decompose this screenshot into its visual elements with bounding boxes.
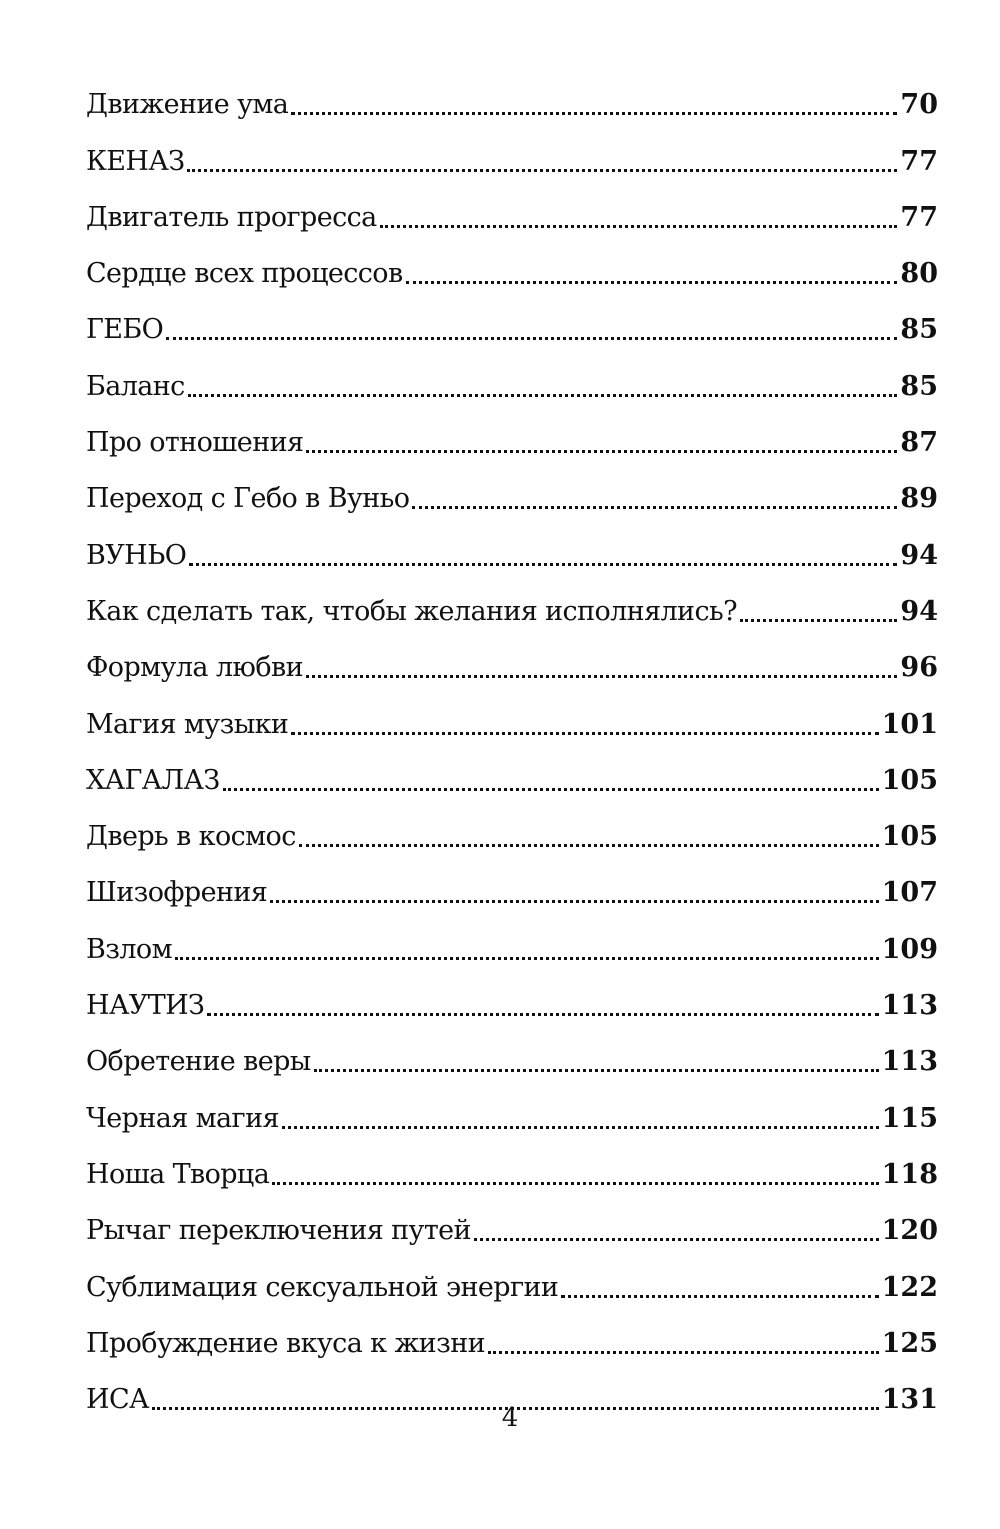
toc-entry <box>86 1019 938 1078</box>
dot-leader <box>272 1182 878 1185</box>
toc-entry-page: 89 <box>900 483 938 515</box>
dot-leader <box>189 563 897 566</box>
toc-entry-title: НАУТИЗ <box>86 990 205 1022</box>
toc-entry <box>86 1132 938 1188</box>
dot-leader <box>306 450 897 453</box>
toc-entry <box>86 625 938 684</box>
toc-entry-title: Сердце всех процессов <box>86 258 403 290</box>
toc-entry <box>86 231 938 290</box>
toc-entry-title: Рычаг переключения путей <box>86 1215 471 1247</box>
toc-entry-title: Про отношения <box>86 427 304 459</box>
toc-entry <box>86 456 938 515</box>
toc-entry-title: Сублимация сексуальной энергии <box>86 1271 559 1303</box>
toc-entry-title: Магия музыки <box>86 708 289 740</box>
toc-entry-page: 77 <box>900 145 938 177</box>
dot-leader <box>740 619 897 622</box>
toc-entry <box>86 794 938 853</box>
toc-entry-page: 77 <box>900 201 938 233</box>
toc-entry-title: Переход с Гебо в Вуньо <box>86 483 410 515</box>
toc-entry <box>86 1188 938 1247</box>
dot-leader <box>207 1013 878 1016</box>
toc-entry-page: 120 <box>881 1215 938 1247</box>
toc-entry-title: Двигатель прогресса <box>86 201 377 233</box>
dot-leader <box>299 844 879 847</box>
toc-entry-title: ВУНЬО <box>86 539 187 571</box>
dot-leader <box>406 281 898 284</box>
dot-leader <box>223 788 879 791</box>
toc-entry-title: Взлом <box>86 933 172 965</box>
toc-entry <box>86 400 938 459</box>
toc-entry-title: КЕНАЗ <box>86 145 185 177</box>
toc-entry-page: 118 <box>881 1158 938 1190</box>
dot-leader <box>306 675 897 678</box>
toc-entry-page: 131 <box>881 1384 938 1416</box>
toc-entry-page: 96 <box>900 652 938 684</box>
dot-leader <box>166 337 897 340</box>
toc-entry-title: ГЕБО <box>86 314 164 346</box>
toc-entry-page: 70 <box>900 89 938 121</box>
dot-leader <box>488 1351 879 1354</box>
toc-entry <box>86 512 938 571</box>
toc-entry-page: 105 <box>881 764 938 796</box>
toc-entry-title: Формула любви <box>86 652 303 684</box>
table-of-contents <box>86 62 938 1416</box>
toc-entry <box>86 850 938 909</box>
toc-entry-title: Ноша Творца <box>86 1158 270 1190</box>
toc-entry <box>86 1301 938 1357</box>
dot-leader <box>282 1126 879 1129</box>
toc-entry-page: 113 <box>881 990 938 1022</box>
toc-entry-page: 101 <box>881 708 938 740</box>
toc-entry-page: 85 <box>900 314 938 346</box>
toc-entry <box>86 62 938 121</box>
toc-entry-title: Движение ума <box>86 89 289 121</box>
toc-entry-title: ХАГАЛАЗ <box>86 764 220 796</box>
toc-entry-page: 115 <box>881 1102 938 1134</box>
dot-leader <box>474 1238 879 1241</box>
dot-leader <box>187 169 897 172</box>
toc-entry-title: ИСА <box>86 1384 149 1416</box>
dot-leader <box>561 1295 878 1298</box>
toc-entry <box>86 118 938 177</box>
toc-entry-page: 122 <box>881 1271 938 1303</box>
toc-entry-page: 109 <box>881 933 938 965</box>
toc-entry-page: 107 <box>881 877 938 909</box>
toc-entry-title: Баланс <box>86 370 185 402</box>
dot-leader <box>314 1069 879 1072</box>
toc-entry-page: 105 <box>881 821 938 853</box>
toc-entry-page: 94 <box>900 539 938 571</box>
toc-entry <box>86 1075 938 1134</box>
toc-entry <box>86 175 938 231</box>
toc-entry-page: 125 <box>881 1327 938 1359</box>
toc-entry <box>86 1244 938 1303</box>
toc-entry <box>86 738 938 794</box>
toc-entry-page: 87 <box>900 427 938 459</box>
toc-entry-page: 94 <box>900 595 938 627</box>
toc-entry-page: 85 <box>900 370 938 402</box>
toc-entry-page: 80 <box>900 258 938 290</box>
toc-entry-page: 113 <box>881 1046 938 1078</box>
toc-entry-title: Шизофрения <box>86 877 268 909</box>
toc-entry <box>86 287 938 346</box>
dot-leader <box>291 732 878 735</box>
toc-entry <box>86 681 938 740</box>
toc-entry-title: Обретение веры <box>86 1046 311 1078</box>
dot-leader <box>412 506 897 509</box>
dot-leader <box>270 900 878 903</box>
dot-leader <box>188 394 898 397</box>
toc-entry-title: Как сделать так, чтобы желания исполнялись? <box>86 595 737 627</box>
dot-leader <box>175 957 879 960</box>
toc-entry <box>86 906 938 965</box>
toc-entry <box>86 343 938 402</box>
toc-entry-title: Пробуждение вкуса к жизни <box>86 1327 485 1359</box>
dot-leader <box>380 225 898 228</box>
toc-entry <box>86 569 938 625</box>
toc-entry-title: Черная магия <box>86 1102 279 1134</box>
dot-leader <box>291 112 897 115</box>
toc-entry <box>86 963 938 1022</box>
page-number: 4 <box>501 1403 519 1433</box>
toc-entry-title: Дверь в космос <box>86 821 296 853</box>
